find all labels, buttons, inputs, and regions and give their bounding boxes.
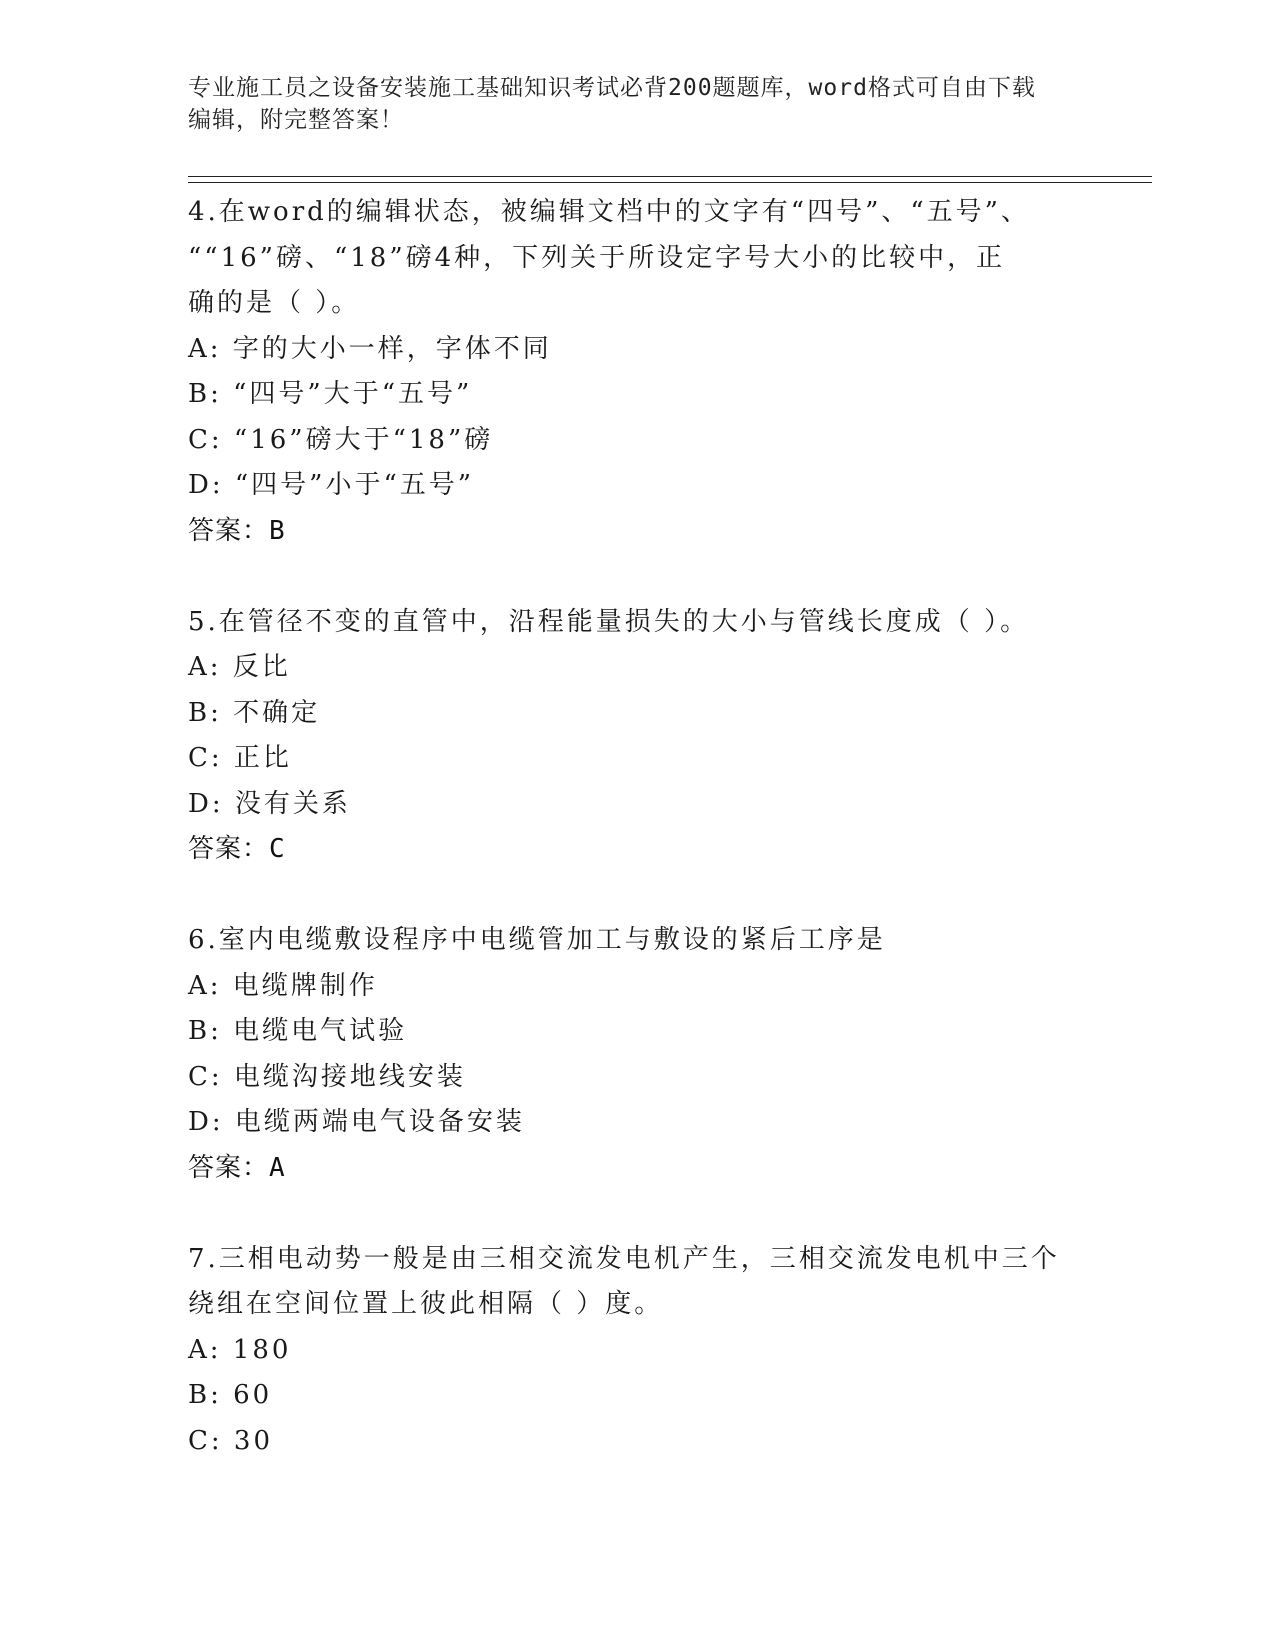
option-a: A: 反比	[188, 652, 291, 682]
question-4	[188, 190, 1088, 554]
option-a: A: 字的大小一样，字体不同	[188, 333, 552, 364]
question-7	[188, 1237, 1088, 1465]
option-d: D: “四号”小于“五号”	[188, 470, 475, 500]
answer: 答案：C	[188, 834, 286, 864]
header-line-1: 专业施工员之设备安装施工基础知识考试必背200题题库，word格式可自由下载	[188, 75, 1036, 101]
header-line-2: 编辑，附完整答案！	[188, 107, 404, 133]
document-header	[188, 72, 1068, 136]
spacer	[188, 1191, 1088, 1237]
question-text-line: 绕组在空间位置上彼此相隔（ ）度。	[188, 1289, 664, 1319]
header-rule-bottom	[188, 182, 1152, 183]
option-c: C: 30	[188, 1425, 274, 1456]
option-a: A: 电缆牌制作	[188, 970, 378, 1001]
option-c: C: “16”磅大于“18”磅	[188, 424, 494, 455]
option-d: D: 电缆两端电气设备安装	[188, 1107, 525, 1137]
option-a: A: 180	[188, 1334, 292, 1365]
spacer	[188, 554, 1088, 600]
option-b: B: 60	[188, 1380, 273, 1410]
question-text-line: 7.三相电动势一般是由三相交流发电机产生，三相交流发电机中三个	[188, 1243, 1060, 1274]
option-b: B: “四号”大于“五号”	[188, 379, 473, 409]
header-rule-top	[188, 176, 1152, 177]
question-list	[188, 190, 1088, 1464]
question-text-line: 5.在管径不变的直管中，沿程能量损失的大小与管线长度成（ ）。	[188, 606, 1030, 637]
option-b: B: 不确定	[188, 697, 321, 728]
answer: 答案：B	[188, 515, 286, 546]
option-c: C: 电缆沟接地线安装	[188, 1061, 466, 1092]
question-6	[188, 918, 1088, 1191]
question-5	[188, 600, 1088, 873]
option-d: D: 没有关系	[188, 788, 351, 819]
question-text-line: ““16”磅、“18”磅4种，下列关于所设定字号大小的比较中，正	[188, 242, 1006, 273]
option-c: C: 正比	[188, 743, 292, 773]
spacer	[188, 873, 1088, 919]
question-text-line: 6.室内电缆敷设程序中电缆管加工与敷设的紧后工序是	[188, 925, 886, 955]
option-b: B: 电缆电气试验	[188, 1016, 408, 1046]
answer: 答案：A	[188, 1152, 286, 1183]
question-text-line: 确的是（ ）。	[188, 288, 361, 318]
question-text-line: 4.在word的编辑状态，被编辑文档中的文字有“四号”、“五号”、	[188, 197, 1030, 227]
